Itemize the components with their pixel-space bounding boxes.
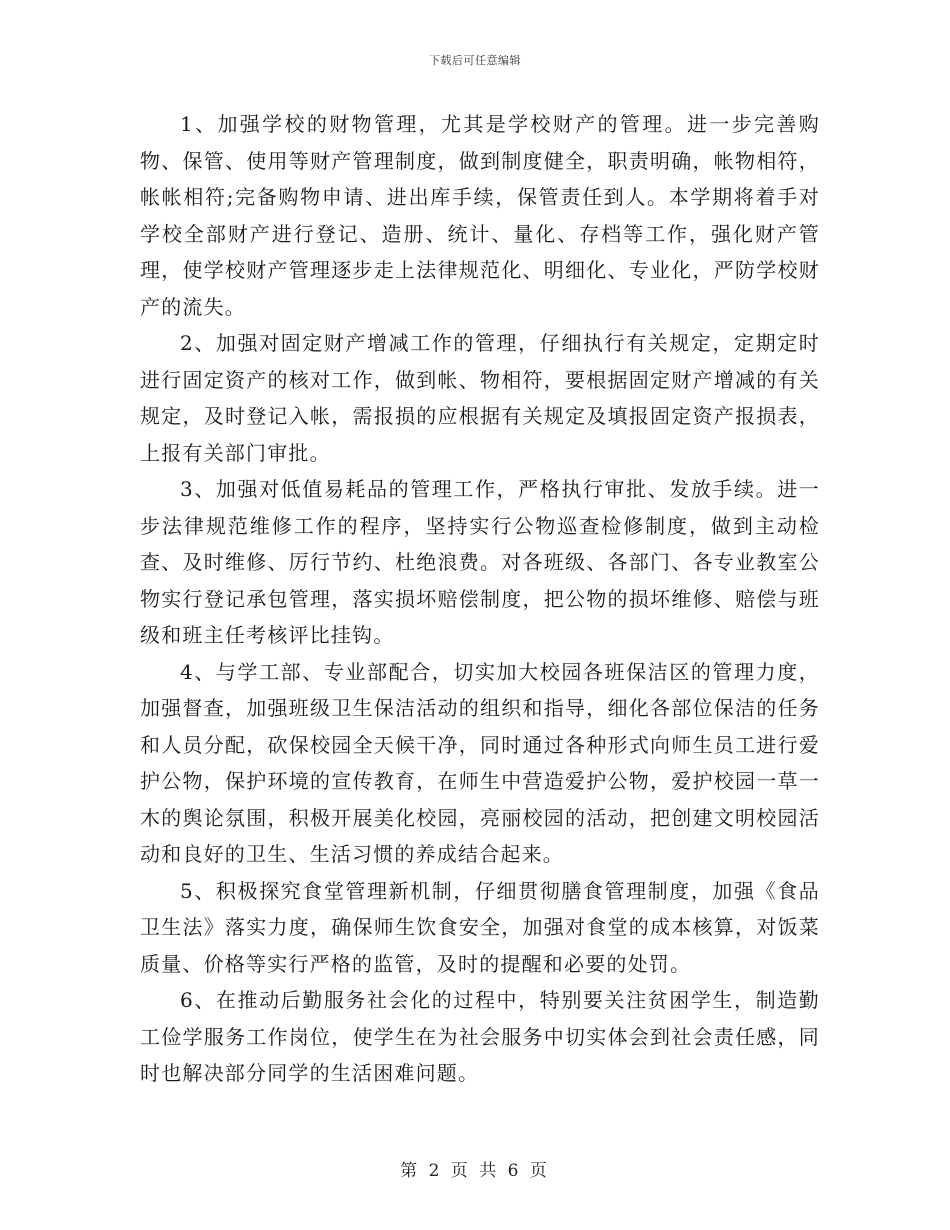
page-number-footer: 第 2 页 共 6 页 bbox=[400, 1161, 550, 1181]
paragraph-2: 2、加强对固定财产增减工作的管理，仔细执行有关规定，定期定时进行固定资产的核对工作，做到帐、物相符，要根据固定财产增减的有关规定，及时登记入帐，需报损的应根据有关规定及填报固定资产报损表，上报有关部门审批。 bbox=[140, 331, 820, 465]
paragraph-6: 6、在推动后勤服务社会化的过程中，特别要关注贫困学生，制造勤工俭学服务工作岗位，使学生在为社会服务中切实体会到社会责任感，同时也解决部分同学的生活困难问题。 bbox=[140, 988, 820, 1085]
paragraph-5: 5、积极探究食堂管理新机制，仔细贯彻膳食管理制度，加强《食品卫生法》落实力度，确保师生饮食安全，加强对食堂的成本核算，对饭菜质量、价格等实行严格的监管，及时的提醒和必要的处罚。 bbox=[140, 878, 820, 976]
page-header-note: 下载后可任意编辑 bbox=[429, 54, 521, 67]
document-body bbox=[140, 106, 820, 1092]
paragraph-3: 3、加强对低值易耗品的管理工作，严格执行审批、发放手续。进一步法律规范维修工作的程序，坚持实行公物巡查检修制度，做到主动检查、及时维修、厉行节约、杜绝浪费。对各班级、各部门、各专业教室公物实行登记承包管理，落实损坏赔偿制度，把公物的损坏维修、赔偿与班级和班主任考核评比挂钩。 bbox=[140, 477, 820, 647]
paragraph-4: 4、与学工部、专业部配合，切实加大校园各班保洁区的管理力度，加强督查，加强班级卫生保洁活动的组织和指导，细化各部位保洁的任务和人员分配，砍保校园全天候干净，同时通过各种形式向师生员工进行爱护公物，保护环境的宣传教育，在师生中营造爱护公物，爱护校园一草一木的舆论氛围，积极开展美化校园，亮丽校园的活动，把创建文明校园活动和良好的卫生、生活习惯的养成结合起来。 bbox=[140, 659, 820, 866]
paragraph-1: 1、加强学校的财物管理，尤其是学校财产的管理。进一步完善购物、保管、使用等财产管理制度，做到制度健全，职责明确，帐物相符，帐帐相符;完备购物申请、进出库手续，保管责任到人。本学期将着手对学校全部财产进行登记、造册、统计、量化、存档等工作，强化财产管理，使学校财产管理逐步走上法律规范化、明细化、专业化，严防学校财产的流失。 bbox=[140, 112, 820, 319]
